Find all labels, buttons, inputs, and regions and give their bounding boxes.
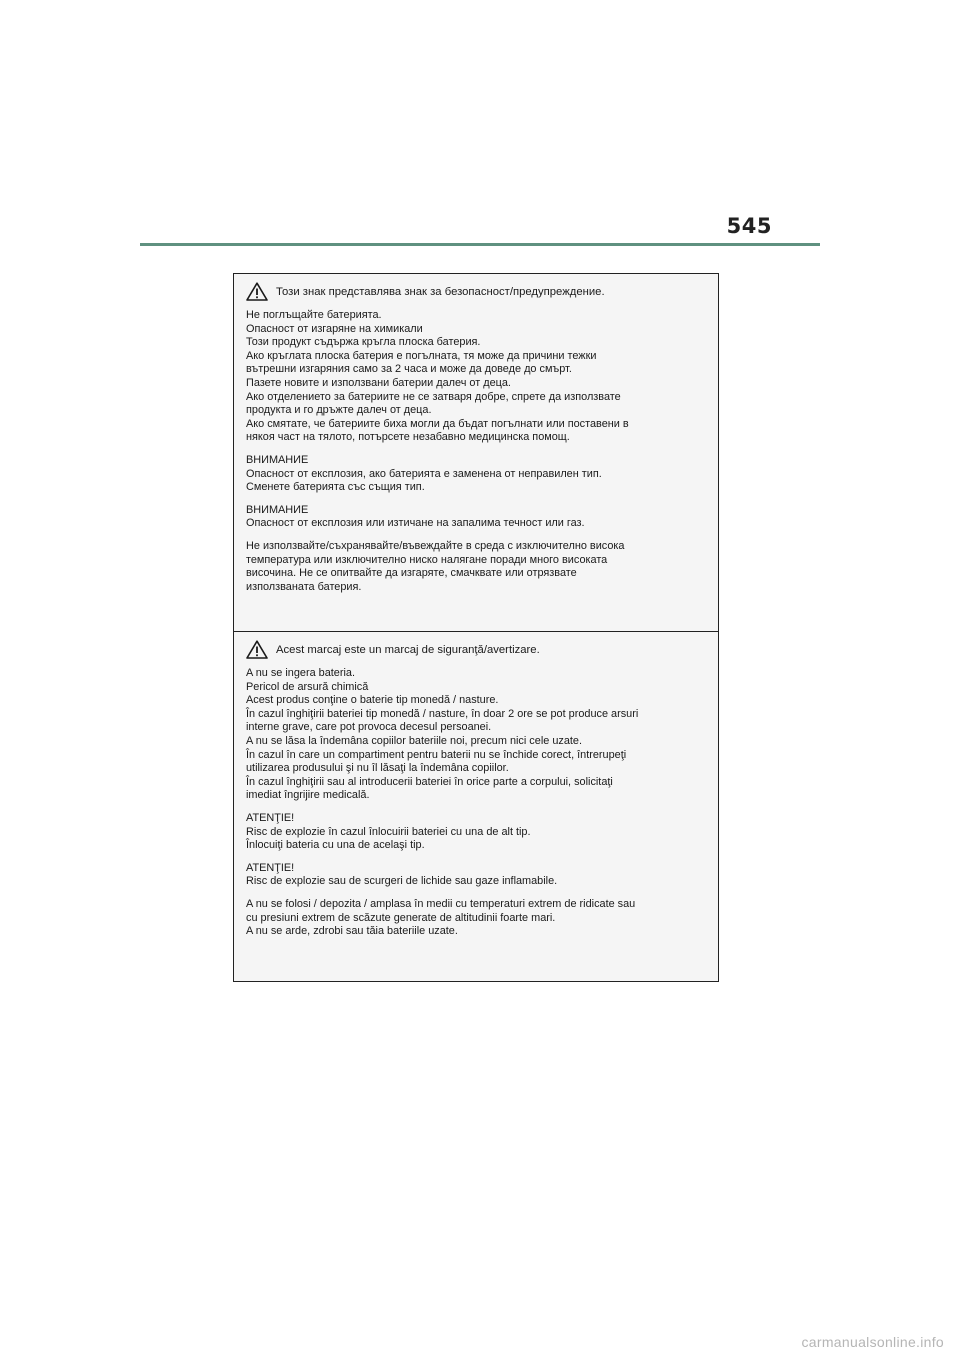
label-line: вътрешни изгаряния само за 2 часа и може да доведе до смърт. xyxy=(246,363,572,376)
battery-warning-label xyxy=(233,273,719,982)
label-line: ATENŢIE! xyxy=(246,861,295,874)
label-line: Ако отделението за батериите не се затваря добре, спрете да използвате xyxy=(246,390,621,403)
label-line: Înlocuiţi bateria cu una de acelaşi tip. xyxy=(246,839,425,852)
warning-block-environment xyxy=(246,898,706,939)
label-line: interne grave, care pot provoca decesul persoanei. xyxy=(246,721,492,734)
warning-block-leak xyxy=(246,862,706,889)
warning-block-replacement xyxy=(246,454,706,495)
label-line: Не използвайте/съхранявайте/въвеждайте в среда с изключително висока xyxy=(246,539,625,552)
label-line: utilizarea produsului şi nu îl lăsaţi la îndemâna copiilor. xyxy=(246,762,509,775)
label-line: Ако смятате, че батериите биха могли да бъдат погълнати или поставени в xyxy=(246,417,629,430)
label-title: Acest marcaj este un marcaj de siguranţă/avertizare. xyxy=(276,643,540,656)
warning-block-swallow xyxy=(246,667,706,803)
label-line: Pericol de arsură chimică xyxy=(246,680,369,693)
label-line: În cazul înghiţirii sau al introducerii bateriei în orice parte a corpului, solicitaţi xyxy=(246,775,613,788)
warning-triangle-icon xyxy=(246,282,268,301)
label-line: Опасност от експлозия, ако батерията е заменена от неправилен тип. xyxy=(246,467,602,480)
label-line: Risc de explozie în cazul înlocuirii bateriei cu una de alt tip. xyxy=(246,825,531,838)
label-line: A nu se ingera bateria. xyxy=(246,667,355,679)
label-line: A nu se arde, zdrobi sau tăia bateriile uzate. xyxy=(246,925,458,938)
page-number: 545 xyxy=(726,214,772,238)
label-line: температура или изключително ниско налягане поради много високата xyxy=(246,553,608,566)
label-line: използваната батерия. xyxy=(246,580,362,593)
label-line: cu presiuni extrem de scăzute generate de altitudinii foarte mari. xyxy=(246,911,556,924)
label-line: A nu se folosi / depozita / amplasa în medii cu temperaturi extrem de ridicate sau xyxy=(246,897,636,910)
label-line: imediat îngrijire medicală. xyxy=(246,789,370,802)
label-line: ATENŢIE! xyxy=(246,811,295,824)
label-title-row xyxy=(246,640,706,659)
label-line: Не поглъщайте батерията. xyxy=(246,309,382,321)
label-line: Опасност от изгаряне на химикали xyxy=(246,322,423,335)
label-line: Acest produs conţine o baterie tip monedă / nasture. xyxy=(246,694,499,707)
label-line: височина. Не се опитвайте да изгаряте, смачквате или отрязвате xyxy=(246,567,577,580)
label-line: ВНИМАНИЕ xyxy=(246,503,309,516)
label-title: Този знак представлява знак за безопасност/предупреждение. xyxy=(276,285,605,298)
label-line: Сменете батерията със същия тип. xyxy=(246,481,425,494)
label-line: Опасност от експлозия или изтичане на запалима течност или газ. xyxy=(246,517,585,530)
label-line: A nu se lăsa la îndemâna copiilor bateriile noi, precum nici cele uzate. xyxy=(246,734,582,747)
label-line: някоя част на тялото, потърсете незабавно медицинска помощ. xyxy=(246,431,570,444)
label-line: Ако кръглата плоска батерия е погълната, тя може да причини тежки xyxy=(246,349,597,362)
label-line: În cazul înghiţirii bateriei tip monedă / nasture, în doar 2 ore se pot produce arsuri xyxy=(246,707,639,720)
label-line: Пазете новите и използвани батерии далеч от деца. xyxy=(246,376,511,389)
warning-block-replacement xyxy=(246,812,706,853)
label-line: Този продукт съдържа кръгла плоска батерия. xyxy=(246,336,481,349)
footer-site-watermark: carmanualsonline.info xyxy=(801,1334,944,1350)
label-line: În cazul în care un compartiment pentru baterii nu se închide corect, întrerupeţi xyxy=(246,748,627,761)
warning-block-leak xyxy=(246,504,706,531)
warning-block-swallow xyxy=(246,309,706,445)
warning-block-environment xyxy=(246,540,706,594)
label-line: Risc de explozie sau de scurgeri de lichide sau gaze inflamabile. xyxy=(246,875,558,888)
label-title-row xyxy=(246,282,706,301)
warning-triangle-icon xyxy=(246,640,268,659)
header-rule xyxy=(140,243,820,246)
label-line: ВНИМАНИЕ xyxy=(246,453,309,466)
label-section-bulgarian xyxy=(234,274,718,631)
label-section-romanian xyxy=(234,631,718,981)
label-line: продукта и го дръжте далеч от деца. xyxy=(246,404,432,417)
